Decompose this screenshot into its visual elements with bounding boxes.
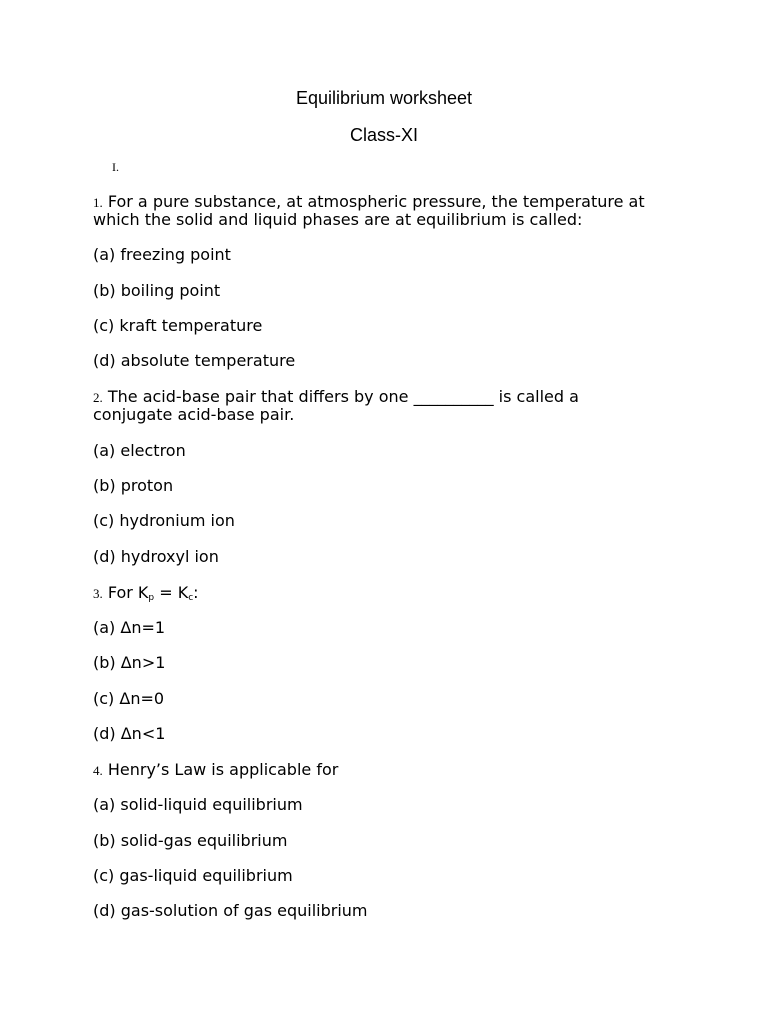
question-1-text-line-2: which the solid and liquid phases are at equilibrium is called: <box>93 210 583 229</box>
question-1-number: 1. <box>93 195 103 210</box>
question-4-stem <box>93 761 693 780</box>
question-2-option-c: (c) hydronium ion <box>93 511 235 530</box>
question-1-option-d: (d) absolute temperature <box>93 351 296 370</box>
section-number: I. <box>112 160 119 174</box>
question-2-text-line-2: conjugate acid-base pair. <box>93 405 295 424</box>
question-3-text-suffix: : <box>193 583 199 602</box>
question-3-number: 3. <box>93 586 103 601</box>
class-label: Class-XI <box>349 125 418 145</box>
worksheet-title: Equilibrium worksheet <box>295 88 473 108</box>
question-4-option-a: (a) solid-liquid equilibrium <box>93 795 303 814</box>
question-2-text-line-1: The acid-base pair that differs by one __________ is called a <box>107 387 579 406</box>
question-3-subscript-c: c <box>188 593 194 603</box>
question-4-option-c: (c) gas-liquid equilibrium <box>93 866 293 885</box>
question-2-option-a: (a) electron <box>93 441 186 460</box>
question-3-stem <box>93 584 693 607</box>
question-1-option-c: (c) kraft temperature <box>93 316 263 335</box>
question-4-option-d: (d) gas-solution of gas equilibrium <box>93 901 368 920</box>
question-3-text-middle: = K <box>154 583 189 602</box>
question-2-number: 2. <box>93 390 103 405</box>
question-4-text-line-1: Henry’s Law is applicable for <box>107 760 339 779</box>
question-3-option-d: (d) Δn<1 <box>93 724 166 743</box>
question-4-number: 4. <box>93 763 103 778</box>
question-1-option-b: (b) boiling point <box>93 281 221 300</box>
question-3-option-a: (a) Δn=1 <box>93 618 166 637</box>
question-2-option-b: (b) proton <box>93 476 174 495</box>
question-1-text-line-1: For a pure substance, at atmospheric pressure, the temperature at <box>107 192 645 211</box>
question-4-option-b: (b) solid-gas equilibrium <box>93 831 288 850</box>
question-3-option-c: (c) Δn=0 <box>93 689 165 708</box>
question-3-option-b: (b) Δn>1 <box>93 653 166 672</box>
question-2-option-d: (d) hydroxyl ion <box>93 547 219 566</box>
question-1-option-a: (a) freezing point <box>93 245 231 264</box>
question-3-text-prefix: For K <box>107 583 149 602</box>
question-3-subscript-p: p <box>148 593 155 603</box>
